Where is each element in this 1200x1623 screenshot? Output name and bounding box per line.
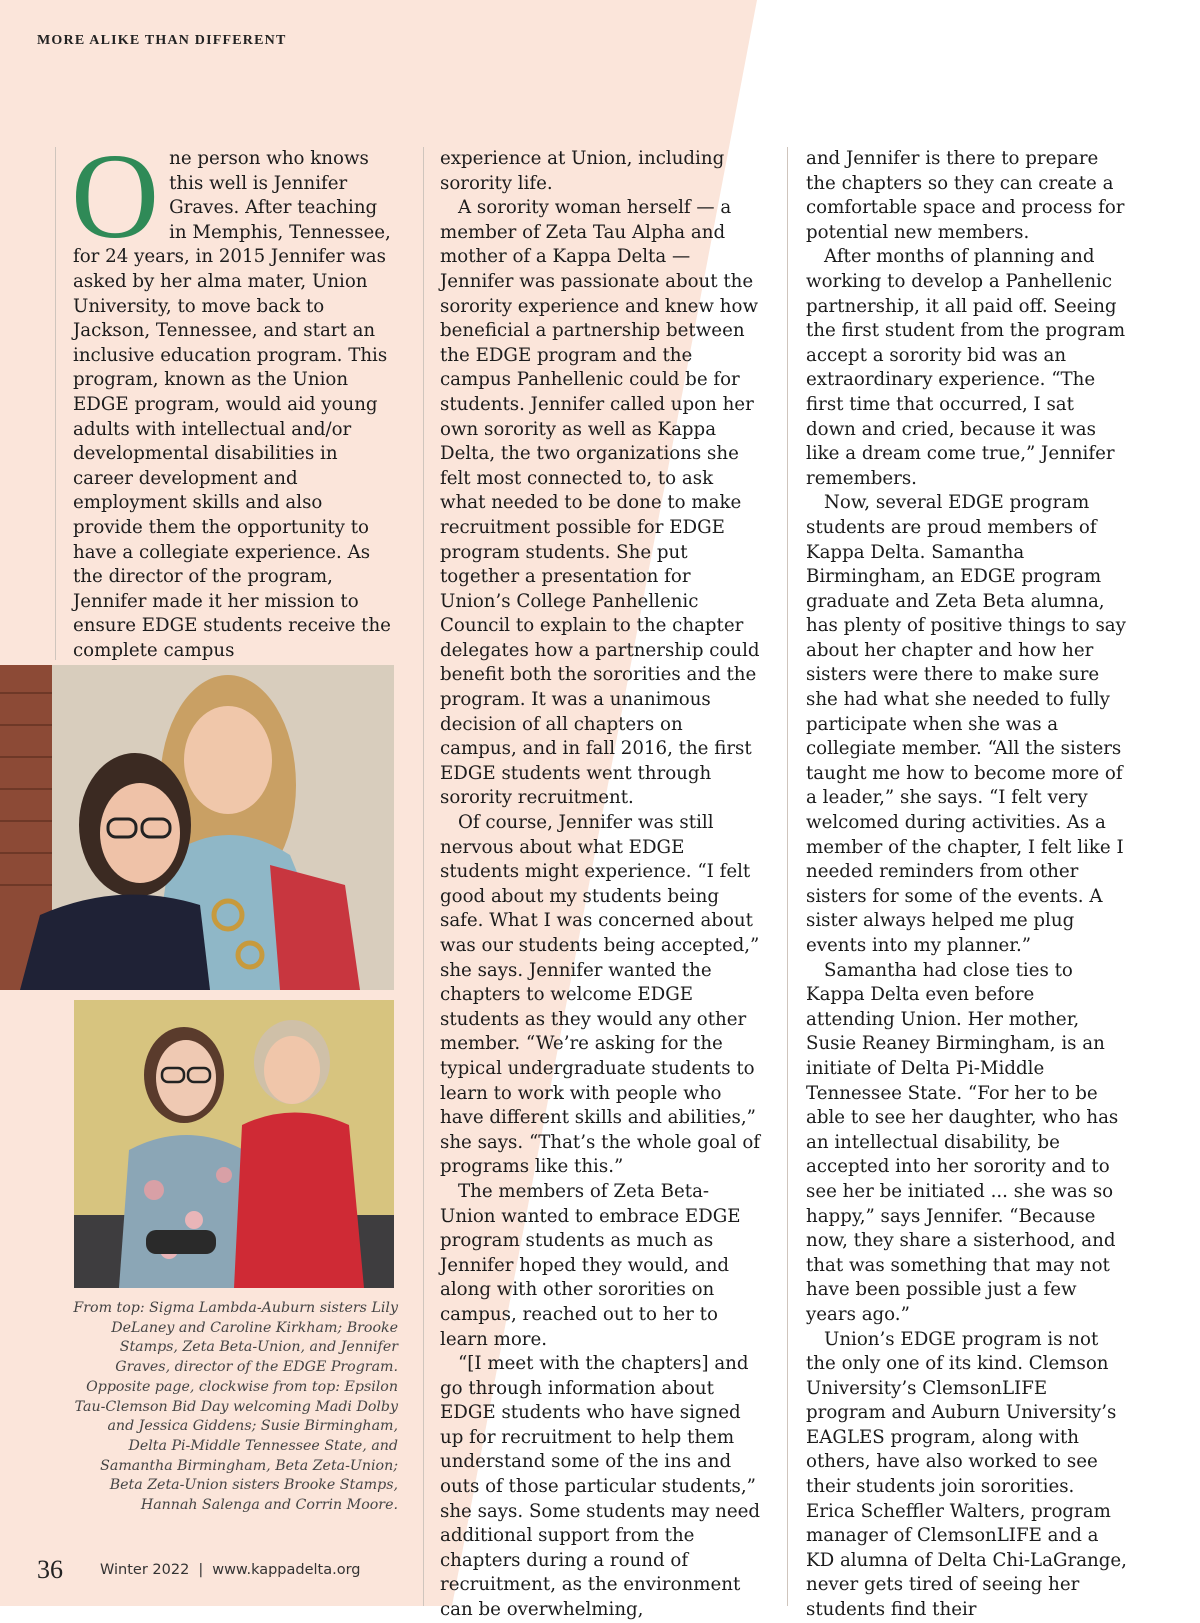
paragraph: experience at Union, including sorority life.	[440, 148, 725, 194]
section-kicker: MORE ALIKE THAN DIFFERENT	[37, 33, 287, 48]
paragraph: A sorority woman herself — a member of Zeta Tau Alpha and mother of a Kappa Delta — Jennifer was passionate about the sorority experience and knew how beneficial a partnership between the EDGE program and the campus Panhellenic could be for students. Jennifer called upon her own sorority as well as Kappa Delta, the two organizations she felt most connected to, to ask what needed to be done to make recruitment possible for EDGE program students. She put together a presentation for Union’s College Panhellenic Council to explain to the chapter delegates how a partnership could benefit both the sororities and the program. It was a unanimous decision of all chapters on campus, and in fall 2016, the first EDGE students went through sorority recruitment.	[440, 197, 760, 809]
column-rule-left	[55, 147, 56, 660]
photo-caption: From top: Sigma Lambda-Auburn sisters Lily DeLaney and Caroline Kirkham; Brooke Stamps, Zeta Beta-Union, and Jennifer Graves, director of the EDGE Program. Opposite page, clockwise from top: Epsilon Tau-Clemson Bid Day welcoming Madi Dolby and Jessica Giddens; Susie Birmingham, Delta Pi-Middle Tennessee State, and Samantha Birmingham, Beta Zeta-Union; Beta Zeta-Union sisters Brooke Stamps, Hannah Salenga and Corrin Moore.	[73, 1300, 398, 1514]
paragraph: Now, several EDGE program students are proud members of Kappa Delta. Samantha Birmingham, an EDGE program graduate and Zeta Beta alumna, has plenty of positive things to say about her chapter and how her sisters were there to make sure she had what she needed to fully participate when she was a collegiate member. “All the sisters taught me how to become more of a leader,” she says. “I felt very welcomed during activities. As a member of the chapter, I felt like I needed reminders from other sisters for some of the events. A sister always helped me plug events into my planner.”	[806, 492, 1126, 956]
footer-separator: |	[198, 1562, 204, 1578]
column-rule-right	[787, 147, 788, 1606]
column-rule-center	[423, 147, 424, 1606]
article-column-2	[440, 147, 762, 1623]
paragraph: and Jennifer is there to prepare the chapters so they can create a comfortable space and process for potential new members.	[806, 148, 1125, 243]
paragraph: Of course, Jennifer was still nervous about what EDGE students might experience. “I felt good about my students being safe. What I was concerned about was our students being accepted,” she says. Jennifer wanted the chapters to welcome EDGE students as they would any other member. “We’re asking for the typical undergraduate students to learn to work with people who have different skills and abilities,” she says. “That’s the whole goal of programs like this.”	[440, 812, 761, 1178]
paragraph: ne person who knows this well is Jennifer Graves. After teaching in Memphis, Tennessee, for 24 years, in 2015 Jennifer was asked by her alma mater, Union University, to move back to Jackson, Tennessee, and start an inclusive education program. This program, known as the Union EDGE program, would aid young adults with intellectual and/or developmental disabilities in career development and employment skills and also provide them the opportunity to have a collegiate experience. As the director of the program, Jennifer made it her mission to ensure EDGE students receive the complete campus	[73, 148, 391, 661]
paragraph: Union’s EDGE program is not the only one of its kind. Clemson University’s ClemsonLIFE program and Auburn University’s EAGLES program, along with others, have also worked to see their students join sororities. Erica Scheffler Walters, program manager of ClemsonLIFE and a KD alumna of Delta Chi-LaGrange, never gets tired of seeing her students find their	[806, 1328, 1127, 1621]
paragraph: After months of planning and working to develop a Panhellenic partnership, it all paid off. Seeing the first student from the program accept a sorority bid was an extraordinary experience. “The first time that occurred, I sat down and cried, because it was like a dream come true,” Jennifer remembers.	[806, 246, 1126, 489]
photo-two-women-seated	[74, 1000, 394, 1288]
paragraph: “[I meet with the chapters] and go through information about EDGE students who have signed up for recruitment to help them understand some of the ins and outs of those particular students,” she says. Some students may need additional support from the chapters during a round of recruitment, as the environment can be overwhelming,	[440, 1353, 761, 1621]
footer	[100, 1562, 361, 1578]
paragraph: The members of Zeta Beta-Union wanted to embrace EDGE program students as much as Jennifer hoped they would, and along with other sororities on campus, reached out to her to learn more.	[440, 1180, 741, 1350]
page-number: 36	[37, 1555, 63, 1584]
photo-two-women-hug	[0, 665, 394, 990]
issue-label: Winter 2022	[100, 1562, 190, 1578]
article-column-3	[806, 147, 1128, 1623]
website-link[interactable]: www.kappadelta.org	[212, 1562, 361, 1578]
drop-cap: O	[71, 129, 160, 264]
article-column-1	[71, 129, 395, 663]
paragraph: Samantha had close ties to Kappa Delta even before attending Union. Her mother, Susie Reaney Birmingham, is an initiate of Delta Pi-Middle Tennessee State. “For her to be able to see her daughter, who has an intellectual disability, be accepted into her sorority and to see her be initiated ... she was so happy,” says Jennifer. “Because now, they share a sisterhood, and that was something that may not have been possible just a few years ago.”	[806, 959, 1119, 1325]
